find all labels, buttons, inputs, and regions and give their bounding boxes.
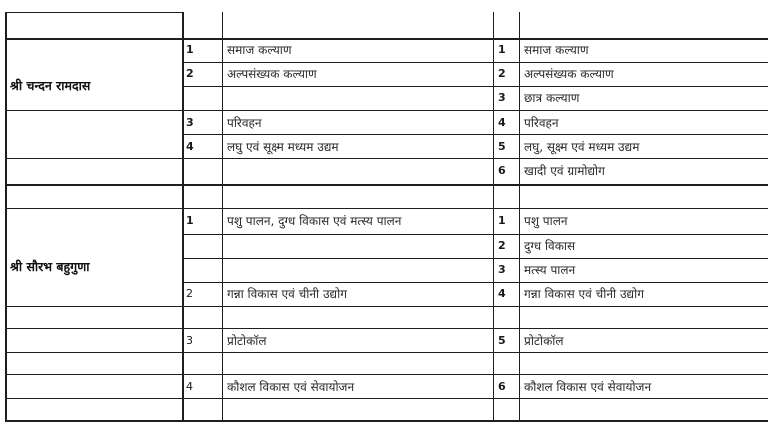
left-item-number: 4: [186, 140, 194, 153]
right-item-number: 4: [498, 116, 506, 129]
row-divider: [5, 158, 768, 159]
left-item-text: अल्पसंख्यक कल्याण: [227, 67, 317, 81]
right-item-text: दुग्ध विकास: [524, 239, 576, 253]
left-item-number: 3: [186, 334, 193, 347]
left-item-text: लघु एवं सूक्ष्म मध्यम उद्यम: [227, 140, 339, 154]
right-item-text: परिवहन: [524, 116, 559, 130]
right-item-number: 1: [498, 214, 506, 227]
right-item-number: 5: [498, 334, 506, 347]
row-divider: [5, 398, 768, 399]
right-item-text: अल्पसंख्यक कल्याण: [524, 67, 614, 81]
right-item-text: गन्ना विकास एवं चीनी उद्योग: [524, 287, 644, 301]
row-divider: [182, 234, 768, 235]
row-divider: [5, 110, 768, 111]
row-divider: [5, 306, 768, 307]
left-item-number: 4: [186, 380, 193, 393]
column-divider: [182, 12, 184, 422]
left-item-number: 1: [186, 214, 194, 227]
right-item-text: कौशल विकास एवं सेवायोजन: [524, 380, 652, 394]
right-item-number: 3: [498, 91, 506, 104]
column-divider: [222, 12, 223, 422]
right-item-text: मत्स्य पालन: [524, 263, 576, 277]
row-divider: [5, 38, 768, 40]
right-item-text: प्रोटोकॉल: [524, 334, 564, 348]
table-border-bottom: [5, 420, 768, 422]
row-divider: [5, 374, 768, 375]
left-item-text: प्रोटोकॉल: [227, 334, 267, 348]
row-divider: [5, 208, 768, 209]
right-item-number: 5: [498, 140, 506, 153]
left-item-number: 2: [186, 287, 193, 300]
table-border-left: [5, 12, 7, 422]
right-item-number: 2: [498, 239, 506, 252]
row-divider: [5, 12, 183, 13]
right-item-text: छात्र कल्याण: [524, 91, 580, 105]
right-item-number: 2: [498, 67, 506, 80]
right-item-number: 1: [498, 43, 506, 56]
row-divider: [5, 184, 768, 186]
row-divider: [5, 328, 768, 329]
right-item-number: 6: [498, 380, 506, 393]
right-item-text: खादी एवं ग्रामोद्योग: [524, 164, 605, 178]
minister-name: श्री सौरभ बहुगुणा: [10, 259, 90, 274]
left-item-number: 3: [186, 116, 194, 129]
left-item-text: परिवहन: [227, 116, 262, 130]
right-item-text: समाज कल्याण: [524, 43, 589, 57]
column-divider: [519, 12, 520, 422]
right-item-number: 6: [498, 164, 506, 177]
left-item-text: कौशल विकास एवं सेवायोजन: [227, 380, 355, 394]
row-divider: [182, 282, 768, 283]
left-item-text: समाज कल्याण: [227, 43, 292, 57]
left-item-text: पशु पालन, दुग्ध विकास एवं मत्स्य पालन: [227, 214, 402, 228]
row-divider: [182, 62, 768, 63]
row-divider: [182, 258, 768, 259]
left-item-number: 1: [186, 43, 194, 56]
right-item-number: 4: [498, 287, 506, 300]
right-item-number: 3: [498, 263, 506, 276]
right-item-text: लघु, सूक्ष्म एवं मध्यम उद्यम: [524, 140, 640, 154]
row-divider: [5, 352, 768, 353]
left-item-number: 2: [186, 67, 194, 80]
minister-name: श्री चन्दन रामदास: [10, 78, 91, 93]
row-divider: [182, 86, 768, 87]
left-item-text: गन्ना विकास एवं चीनी उद्योग: [227, 287, 347, 301]
row-divider: [182, 134, 768, 135]
column-divider: [493, 12, 494, 422]
right-item-text: पशु पालन: [524, 214, 568, 228]
